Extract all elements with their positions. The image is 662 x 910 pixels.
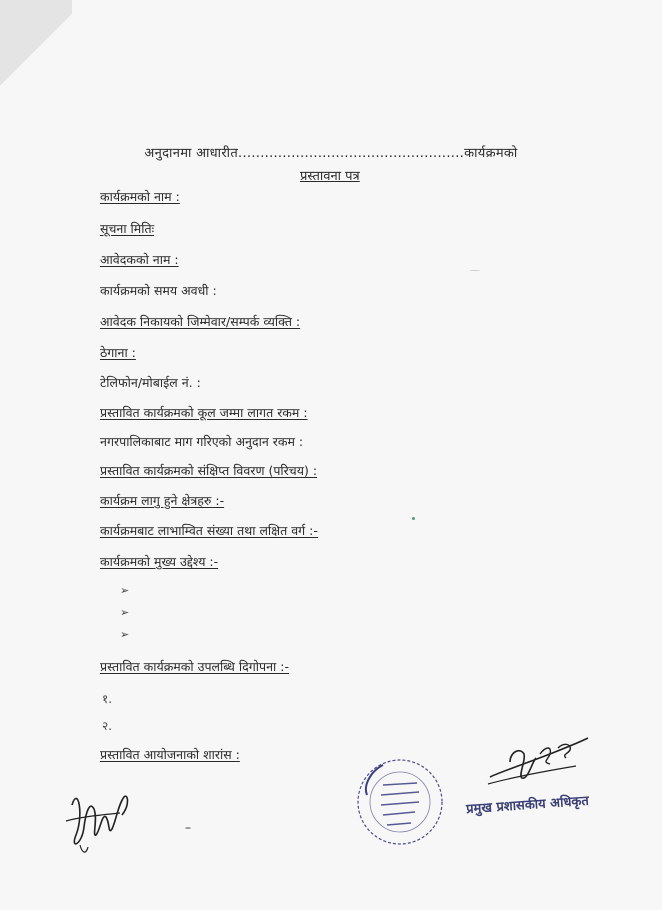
field-total-cost: प्रस्तावित कार्यक्रमको कूल जम्मा लागत रकम :: [100, 405, 308, 420]
field-notice-date: सूचना मितिः: [100, 221, 155, 236]
officer-title-stamp: प्रमुख प्रशासकीय अधिकृत: [465, 793, 590, 818]
form-title: प्रस्तावना पत्र: [300, 169, 360, 184]
field-program-areas: कार्यक्रम लागु हुने क्षेत्रहरु :-: [100, 493, 225, 508]
sustainability-item-1: १.: [102, 692, 113, 706]
office-seal-icon: [353, 755, 448, 850]
field-applicant-name: आवेदकको नाम :: [100, 252, 179, 267]
field-program-duration: कार्यक्रमको समय अवधी :: [100, 283, 217, 298]
scan-speck: [185, 827, 191, 829]
field-program-name: कार्यक्रमको नाम :: [100, 189, 180, 204]
form-heading: अनुदानमा आधारीत...................................................कार्यक्रमको: [144, 146, 518, 161]
left-signature-icon: [60, 775, 140, 860]
scan-speck: [412, 517, 415, 520]
field-phone: टेलिफोन/मोबाईल नं. :: [100, 375, 201, 390]
field-program-summary: प्रस्तावित कार्यक्रमको संक्षिप्त विवरण (परिचय) :: [100, 463, 318, 478]
objective-bullet-2: ➢: [120, 606, 130, 619]
objective-bullet-1: ➢: [120, 584, 130, 597]
folded-corner: [0, 0, 72, 100]
field-contact-person: आवेदक निकायको जिम्मेवार/सम्पर्क व्यक्ति :: [100, 314, 301, 329]
sustainability-item-2: २.: [102, 719, 113, 733]
right-signature-icon: [480, 732, 590, 792]
field-sustainability: प्रस्तावित कार्यक्रमको उपलब्धि दिगोपना :-: [100, 659, 289, 674]
field-grant-amount: नगरपालिकाबाट माग गरिएको अनुदान रकम :: [100, 434, 304, 449]
field-beneficiaries: कार्यक्रमबाट लाभाम्वित संख्या तथा लक्षित वर्ग :-: [100, 523, 318, 538]
scan-speck: [470, 270, 480, 271]
field-project-summary: प्रस्तावित आयोजनाको शारांस :: [100, 747, 240, 762]
field-main-objectives: कार्यक्रमको मुख्य उद्देश्य :-: [100, 554, 219, 569]
objective-bullet-3: ➢: [120, 628, 130, 641]
field-address: ठेगाना :: [100, 345, 136, 360]
